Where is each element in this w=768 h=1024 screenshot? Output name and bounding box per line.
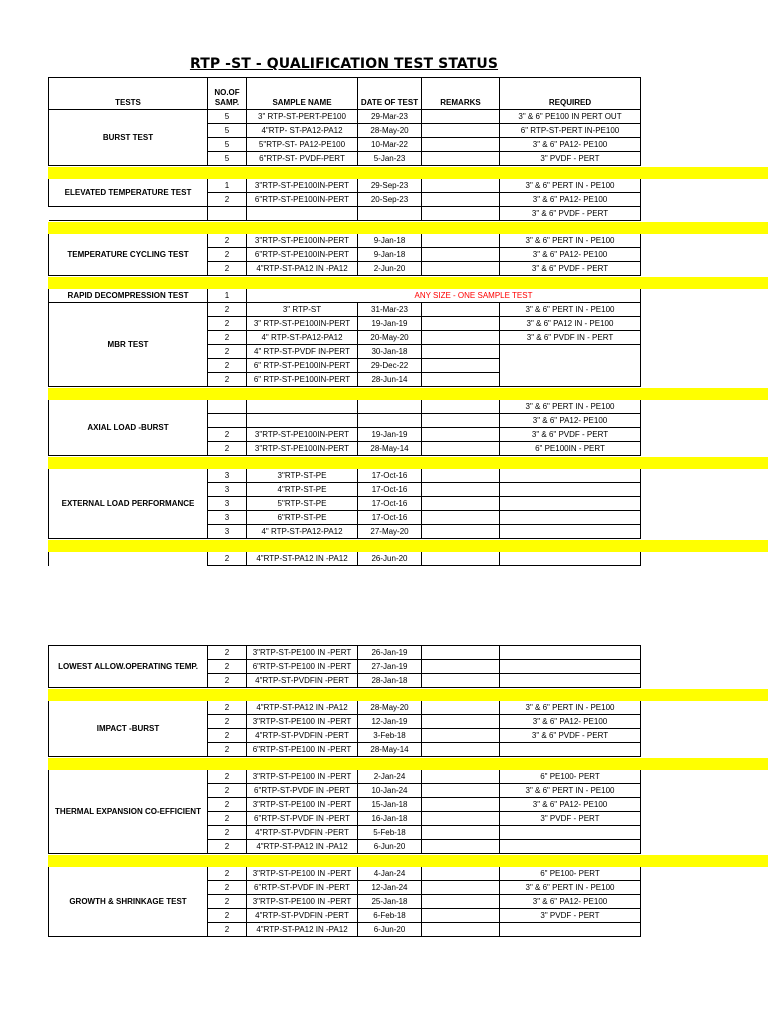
required-cell [500,345,641,387]
required-cell: 3" & 6" PERT IN - PE100 [500,179,641,193]
date-cell: 3-Feb-18 [358,729,422,743]
remarks-cell [422,497,500,511]
table-row [49,701,641,715]
header-no-of-samp-line2: SAMP. [214,98,240,107]
sample-name-cell: 5"RTP-ST- PA12-PE100 [247,138,358,152]
test-name-cell: MBR TEST [49,303,208,387]
date-cell: 12-Jan-19 [358,715,422,729]
remarks-cell [422,400,500,414]
required-cell [500,923,641,937]
required-cell: 3" & 6" PA12- PE100 [500,715,641,729]
samp-cell: 5 [208,110,247,124]
yellow-separator-band [48,758,768,770]
remarks-cell [422,317,500,331]
yellow-separator-band [48,689,768,701]
samp-cell: 2 [208,442,247,456]
required-cell: 6" PE100IN - PERT [500,442,641,456]
required-cell [500,525,641,539]
required-cell: 3" & 6" PA12- PE100 [500,414,641,428]
sample-name-cell: 3"RTP-ST-PE100IN-PERT [247,442,358,456]
sample-name-cell: 4" RTP-ST-PA12-PA12 [247,331,358,345]
required-cell [500,469,641,483]
samp-cell: 3 [208,525,247,539]
remarks-cell [422,715,500,729]
samp-cell: 2 [208,262,247,276]
date-cell: 17-Oct-16 [358,469,422,483]
required-cell: 6" PE100- PERT [500,867,641,881]
date-cell: 28-May-20 [358,701,422,715]
rapid-decompression-note: ANY SIZE - ONE SAMPLE TEST [247,289,641,303]
sample-name-cell: 4"RTP-ST-PA12 IN -PA12 [247,262,358,276]
table-row [49,289,641,303]
samp-cell: 2 [208,428,247,442]
required-cell: 3" PVDF - PERT [500,152,641,166]
sample-name-cell: 6"RTP-ST- PVDF-PERT [247,152,358,166]
samp-cell: 2 [208,826,247,840]
remarks-cell [422,110,500,124]
sample-name-cell [247,207,358,221]
date-cell: 6-Jun-20 [358,923,422,937]
samp-cell: 5 [208,124,247,138]
required-cell: 3" & 6" PERT IN - PE100 [500,701,641,715]
required-cell [500,743,641,757]
yellow-separator-band [48,540,768,552]
sample-name-cell: 3"RTP-ST-PE100 IN -PERT [247,895,358,909]
samp-cell: 2 [208,373,247,387]
test-name-cell: THERMAL EXPANSION CO-EFFICIENT [49,770,208,854]
samp-cell: 1 [208,289,247,303]
samp-cell: 2 [208,770,247,784]
date-cell: 28-May-14 [358,442,422,456]
sample-name-cell: 6" RTP-ST-PE100IN-PERT [247,359,358,373]
remarks-cell [422,179,500,193]
remarks-cell [422,826,500,840]
required-cell [500,826,641,840]
date-cell: 28-May-14 [358,743,422,757]
date-cell: 10-Mar-22 [358,138,422,152]
remarks-cell [422,359,500,373]
sample-name-cell: 6"RTP-ST-PE100 IN -PERT [247,743,358,757]
samp-cell: 2 [208,660,247,674]
samp-cell: 2 [208,812,247,826]
test-name-cell [49,207,208,221]
header-date-of-test: DATE OF TEST [358,78,422,110]
sample-name-cell: 3"RTP-ST-PE100IN-PERT [247,179,358,193]
sample-name-cell: 3"RTP-ST-PE100 IN -PERT [247,715,358,729]
date-cell: 28-Jan-18 [358,674,422,688]
required-cell: 3" & 6" PVDF - PERT [500,729,641,743]
table-row [49,400,641,414]
date-cell: 5-Feb-18 [358,826,422,840]
sample-name-cell: 6"RTP-ST-PE100 IN -PERT [247,660,358,674]
remarks-cell [422,525,500,539]
header-required: REQUIRED [500,78,641,110]
yellow-separator-band [48,388,768,400]
sample-name-cell: 4" RTP-ST-PA12-PA12 [247,525,358,539]
test-name-cell: GROWTH & SHRINKAGE TEST [49,867,208,937]
remarks-cell [422,840,500,854]
page-title: RTP -ST - QUALIFICATION TEST STATUS [189,56,499,72]
date-cell: 20-Sep-23 [358,193,422,207]
required-cell: 3" & 6" PA12- PE100 [500,798,641,812]
yellow-separator-band [48,167,768,179]
yellow-separator-band [48,277,768,289]
samp-cell: 2 [208,317,247,331]
sample-name-cell: 4"RTP-ST-PVDFIN -PERT [247,909,358,923]
required-cell: 3" & 6" PA12- PE100 [500,138,641,152]
yellow-separator-band [48,222,768,234]
table-row [49,646,641,660]
required-cell: 3" & 6" PVDF - PERT [500,262,641,276]
table-row [49,207,641,221]
date-cell: 28-May-20 [358,124,422,138]
sample-name-cell: 3" RTP-ST [247,303,358,317]
required-cell [500,511,641,525]
date-cell: 9-Jan-18 [358,234,422,248]
samp-cell: 2 [208,743,247,757]
header-sample-name: SAMPLE NAME [247,78,358,110]
samp-cell: 2 [208,798,247,812]
remarks-cell [422,152,500,166]
sample-name-cell: 4"RTP-ST-PA12 IN -PA12 [247,701,358,715]
sample-name-cell [247,414,358,428]
date-cell [358,400,422,414]
date-cell: 2-Jun-20 [358,262,422,276]
samp-cell [208,207,247,221]
date-cell: 29-Sep-23 [358,179,422,193]
date-cell: 29-Mar-23 [358,110,422,124]
remarks-cell [422,660,500,674]
remarks-cell [422,193,500,207]
samp-cell: 3 [208,511,247,525]
sample-name-cell: 4"RTP-ST-PVDFIN -PERT [247,674,358,688]
date-cell: 16-Jan-18 [358,812,422,826]
samp-cell: 2 [208,715,247,729]
required-cell: 3" & 6" PERT IN - PE100 [500,234,641,248]
test-name-cell: EXTERNAL LOAD PERFORMANCE [49,469,208,539]
sample-name-cell: 4" RTP-ST-PVDF IN-PERT [247,345,358,359]
samp-cell: 2 [208,359,247,373]
samp-cell: 2 [208,867,247,881]
header-tests: TESTS [49,78,208,110]
samp-cell: 5 [208,138,247,152]
remarks-cell [422,138,500,152]
remarks-cell [422,770,500,784]
qualification-table-part-1 [48,77,641,566]
required-cell: 3" PVDF - PERT [500,812,641,826]
required-cell [500,497,641,511]
samp-cell: 2 [208,345,247,359]
date-cell: 29-Dec-22 [358,359,422,373]
samp-cell: 5 [208,152,247,166]
required-cell: 3" & 6" PERT IN - PE100 [500,303,641,317]
remarks-cell [422,248,500,262]
remarks-cell [422,923,500,937]
required-cell [500,552,641,566]
samp-cell: 2 [208,646,247,660]
date-cell: 25-Jan-18 [358,895,422,909]
remarks-cell [422,701,500,715]
samp-cell: 2 [208,909,247,923]
sample-name-cell: 3" RTP-ST-PE100IN-PERT [247,317,358,331]
sample-name-cell: 6"RTP-ST-PE [247,511,358,525]
date-cell: 5-Jan-23 [358,152,422,166]
samp-cell: 2 [208,234,247,248]
test-name-cell: LOWEST ALLOW.OPERATING TEMP. [49,646,208,688]
samp-cell: 2 [208,193,247,207]
yellow-separator-band [48,457,768,469]
required-cell: 3" & 6" PA12 IN - PE100 [500,317,641,331]
required-cell [500,840,641,854]
remarks-cell [422,881,500,895]
remarks-cell [422,234,500,248]
remarks-cell [422,207,500,221]
required-cell: 3" & 6" PERT IN - PE100 [500,400,641,414]
sample-name-cell: 5"RTP-ST-PE [247,497,358,511]
samp-cell: 1 [208,179,247,193]
yellow-separator-band [48,855,768,867]
table-row [49,770,641,784]
remarks-cell [422,646,500,660]
remarks-cell [422,262,500,276]
sample-name-cell: 6"RTP-ST-PVDF IN -PERT [247,812,358,826]
required-cell: 3" & 6" PA12- PE100 [500,193,641,207]
date-cell: 10-Jan-24 [358,784,422,798]
sample-name-cell: 4"RTP-ST-PE [247,483,358,497]
remarks-cell [422,674,500,688]
samp-cell: 3 [208,483,247,497]
samp-cell: 3 [208,497,247,511]
date-cell: 19-Jan-19 [358,428,422,442]
date-cell: 26-Jan-19 [358,646,422,660]
date-cell: 20-May-20 [358,331,422,345]
remarks-cell [422,784,500,798]
samp-cell: 2 [208,729,247,743]
samp-cell: 2 [208,895,247,909]
required-cell: 3" & 6" PE100 IN PERT OUT [500,110,641,124]
remarks-cell [422,798,500,812]
sample-name-cell: 6"RTP-ST-PVDF IN -PERT [247,881,358,895]
required-cell [500,660,641,674]
required-cell: 3" & 6" PA12- PE100 [500,248,641,262]
date-cell: 27-May-20 [358,525,422,539]
date-cell: 6-Feb-18 [358,909,422,923]
table-row [49,179,641,193]
samp-cell [208,400,247,414]
sample-name-cell: 4"RTP-ST-PA12 IN -PA12 [247,552,358,566]
required-cell: 3" & 6" PERT IN - PE100 [500,881,641,895]
remarks-cell [422,303,500,317]
test-name-cell: BURST TEST [49,110,208,166]
required-cell: 3" & 6" PVDF - PERT [500,207,641,221]
date-cell: 31-Mar-23 [358,303,422,317]
date-cell: 15-Jan-18 [358,798,422,812]
date-cell: 26-Jun-20 [358,552,422,566]
remarks-cell [422,552,500,566]
sample-name-cell: 3" RTP-ST-PERT-PE100 [247,110,358,124]
required-cell: 3" PVDF - PERT [500,909,641,923]
remarks-cell [422,743,500,757]
sample-name-cell: 3"RTP-ST-PE [247,469,358,483]
required-cell: 6" PE100- PERT [500,770,641,784]
test-name-cell: ELEVATED TEMPERATURE TEST [49,179,208,207]
samp-cell: 2 [208,701,247,715]
sample-name-cell: 6"RTP-ST-PE100IN-PERT [247,193,358,207]
sample-name-cell: 3"RTP-ST-PE100 IN -PERT [247,646,358,660]
test-name-cell [49,552,208,566]
remarks-cell [422,414,500,428]
sample-name-cell: 3"RTP-ST-PE100 IN -PERT [247,867,358,881]
sample-name-cell: 6"RTP-ST-PVDF IN -PERT [247,784,358,798]
samp-cell: 2 [208,248,247,262]
sample-name-cell: 6" RTP-ST-PE100IN-PERT [247,373,358,387]
remarks-cell [422,895,500,909]
date-cell: 6-Jun-20 [358,840,422,854]
samp-cell: 2 [208,552,247,566]
required-cell: 3" & 6" PVDF IN - PERT [500,331,641,345]
date-cell: 28-Jun-14 [358,373,422,387]
date-cell: 17-Oct-16 [358,511,422,525]
sample-name-cell: 3"RTP-ST-PE100IN-PERT [247,428,358,442]
date-cell: 17-Oct-16 [358,483,422,497]
remarks-cell [422,867,500,881]
header-row [49,78,641,110]
date-cell [358,414,422,428]
samp-cell: 2 [208,840,247,854]
remarks-cell [422,345,500,359]
remarks-cell [422,373,500,387]
sample-name-cell: 3"RTP-ST-PE100 IN -PERT [247,770,358,784]
samp-cell: 2 [208,331,247,345]
sample-name-cell: 6"RTP-ST-PE100IN-PERT [247,248,358,262]
table-row [49,234,641,248]
remarks-cell [422,511,500,525]
date-cell: 9-Jan-18 [358,248,422,262]
test-name-cell: AXIAL LOAD -BURST [49,400,208,456]
table-row [49,110,641,124]
header-no-of-samp [208,78,247,110]
date-cell: 12-Jan-24 [358,881,422,895]
sample-name-cell: 4"RTP-ST-PA12 IN -PA12 [247,923,358,937]
required-cell [500,483,641,497]
required-cell: 3" & 6" PERT IN - PE100 [500,784,641,798]
samp-cell: 2 [208,303,247,317]
test-name-cell: TEMPERATURE CYCLING TEST [49,234,208,276]
required-cell: 3" & 6" PA12- PE100 [500,895,641,909]
samp-cell: 3 [208,469,247,483]
samp-cell [208,414,247,428]
date-cell: 19-Jan-19 [358,317,422,331]
date-cell: 4-Jan-24 [358,867,422,881]
remarks-cell [422,483,500,497]
date-cell [358,207,422,221]
sample-name-cell [247,400,358,414]
remarks-cell [422,124,500,138]
required-cell: 6" RTP-ST-PERT IN-PE100 [500,124,641,138]
header-no-of-samp-line1: NO.OF [214,88,240,97]
samp-cell: 2 [208,881,247,895]
remarks-cell [422,909,500,923]
sample-name-cell: 4"RTP-ST-PVDFIN -PERT [247,826,358,840]
samp-cell: 2 [208,674,247,688]
date-cell: 17-Oct-16 [358,497,422,511]
sample-name-cell: 4"RTP-ST-PA12 IN -PA12 [247,840,358,854]
sample-name-cell: 3"RTP-ST-PE100IN-PERT [247,234,358,248]
table-row [49,469,641,483]
remarks-cell [422,469,500,483]
required-cell [500,646,641,660]
sample-name-cell: 4"RTP-ST-PVDFIN -PERT [247,729,358,743]
date-cell: 27-Jan-19 [358,660,422,674]
remarks-cell [422,729,500,743]
sample-name-cell: 4"RTP- ST-PA12-PA12 [247,124,358,138]
remarks-cell [422,812,500,826]
header-remarks: REMARKS [422,78,500,110]
sample-name-cell: 3"RTP-ST-PE100 IN -PERT [247,798,358,812]
required-cell [500,674,641,688]
test-name-cell: IMPACT -BURST [49,701,208,757]
date-cell: 30-Jan-18 [358,345,422,359]
required-cell: 3" & 6" PVDF - PERT [500,428,641,442]
table-row [49,552,641,566]
table-row [49,303,641,317]
samp-cell: 2 [208,784,247,798]
remarks-cell [422,428,500,442]
test-name-cell: RAPID DECOMPRESSION TEST [49,289,208,303]
table-row [49,867,641,881]
date-cell: 2-Jan-24 [358,770,422,784]
remarks-cell [422,331,500,345]
remarks-cell [422,442,500,456]
samp-cell: 2 [208,923,247,937]
